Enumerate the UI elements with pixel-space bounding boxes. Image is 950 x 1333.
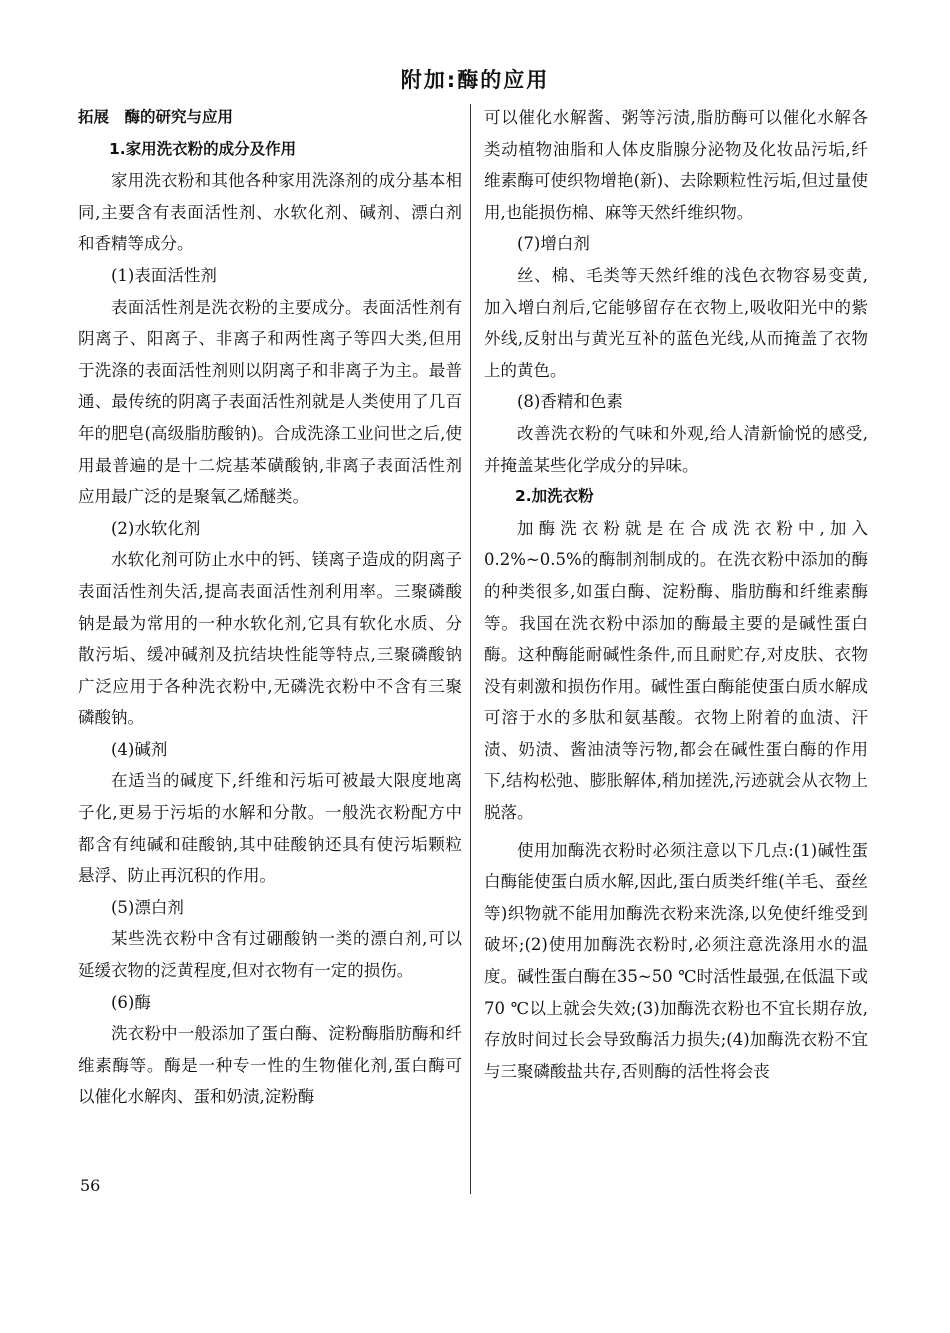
subheading-fragrance: (8)香精和色素 bbox=[517, 392, 623, 412]
subheading-enzyme: (6)酶 bbox=[111, 992, 151, 1012]
left-column bbox=[78, 102, 462, 1113]
topic-heading: 拓展 酶的研究与应用 bbox=[78, 108, 234, 126]
section-heading-1: 1.家用洗衣粉的成分及作用 bbox=[109, 139, 297, 158]
paragraph-intro: 家用洗衣粉和其他各种家用洗涤剂的成分基本相同,主要含有表面活性剂、水软化剂、碱剂、漂白剂和香精等成分。 bbox=[78, 171, 462, 254]
subheading-bleach: (5)漂白剂 bbox=[111, 897, 184, 917]
paragraph-alkali: 在适当的碱度下,纤维和污垢可被最大限度地离子化,更易于污垢的水解和分散。一般洗衣粉配方中都含有纯碱和硅酸钠,其中硅酸钠还具有使污垢颗粒悬浮、防止再沉积的作用。 bbox=[78, 771, 462, 886]
right-column bbox=[484, 102, 868, 1087]
paragraph-surfactant: 表面活性剂是洗衣粉的主要成分。表面活性剂有阴离子、阳离子、非离子和两性离子等四大类,但用于洗涤的表面活性剂则以阴离子和非离子为主。最普通、最传统的阴离子表面活性剂就是人类使用了几百年的肥皂(高级脂肪酸钠)。合成洗涤工业问世之后,使用最普遍的是十二烷基苯磺酸钠,非离子表面活性剂应用最广泛的是聚氧乙烯醚类。 bbox=[78, 297, 462, 507]
paragraph-enzyme-continued: 可以催化水解酱、粥等污渍,脂肪酶可以催化水解各类动植物油脂和人体皮脂腺分泌物及化妆品污垢,纤维素酶可使织物增艳(新)、去除颗粒性污垢,但过量使用,也能损伤棉、麻等天然纤维织物。 bbox=[484, 108, 868, 222]
paragraph-usage-notes: 使用加酶洗衣粉时必须注意以下几点:(1)碱性蛋白酶能使蛋白质水解,因此,蛋白质类纤维(羊毛、蚕丝等)织物就不能用加酶洗衣粉来洗涤,以免使纤维受到破坏;(2)使用加酶洗衣粉时,必须注意洗涤用水的温度。碱性蛋白酶在35~50 ℃时活性最强,在低温下或70 ℃以上就会失效;(3)加酶洗衣粉也不宜长期存放,存放时间过长会导致酶活力损失;(4)加酶洗衣粉不宜与三聚磷酸盐共存,否则酶的活性将会丧 bbox=[484, 840, 868, 1081]
paragraph-enzyme: 洗衣粉中一般添加了蛋白酶、淀粉酶脂肪酶和纤维素酶等。酶是一种专一性的生物催化剂,蛋白酶可以催化水解肉、蛋和奶渍,淀粉酶 bbox=[78, 1024, 462, 1107]
paragraph-bleach: 某些洗衣粉中含有过硼酸钠一类的漂白剂,可以延缓衣物的泛黄程度,但对衣物有一定的损伤。 bbox=[78, 929, 462, 981]
subheading-surfactant: (1)表面活性剂 bbox=[111, 265, 217, 285]
paragraph-fragrance: 改善洗衣粉的气味和外观,给人清新愉悦的感受,并掩盖某些化学成分的异味。 bbox=[484, 423, 868, 475]
paragraph-enzyme-detergent: 加酶洗衣粉就是在合成洗衣粉中,加入0.2%~0.5%的酶制剂制成的。在洗衣粉中添加的酶的种类很多,如蛋白酶、淀粉酶、脂肪酶和纤维素酶等。我国在洗衣粉中添加的酶最主要的是碱性蛋白酶。这种酶能耐碱性条件,而且耐贮存,对皮肤、衣物没有刺激和损伤作用。碱性蛋白酶能使蛋白质水解成可溶于水的多肽和氨基酸。衣物上附着的血渍、汗渍、奶渍、酱油渍等污物,都会在碱性蛋白酶的作用下,结构松弛、膨胀解体,稍加搓洗,污迹就会从衣物上脱落。 bbox=[484, 518, 868, 823]
paragraph-water-softener: 水软化剂可防止水中的钙、镁离子造成的阴离子表面活性剂失活,提高表面活性剂利用率。三聚磷酸钠是最为常用的一种水软化剂,它具有软化水质、分散污垢、缓冲碱剂及抗结块性能等特点,三聚磷酸钠广泛应用于各种洗衣粉中,无磷洗衣粉中不含有三聚磷酸钠。 bbox=[78, 550, 462, 728]
paragraph-brightener: 丝、棉、毛类等天然纤维的浅色衣物容易变黄,加入增白剂后,它能够留存在衣物上,吸收阳光中的紫外线,反射出与黄光互补的蓝色光线,从而掩盖了衣物上的黄色。 bbox=[484, 265, 868, 380]
page-number: 56 bbox=[80, 1176, 101, 1195]
column-divider bbox=[470, 104, 471, 1194]
subheading-brightener: (7)增白剂 bbox=[517, 234, 590, 254]
page-title: 附加:酶的应用 bbox=[400, 68, 550, 92]
section-heading-2: 2.加洗衣粉 bbox=[515, 487, 594, 506]
subheading-water-softener: (2)水软化剂 bbox=[111, 518, 201, 538]
subheading-alkali: (4)碱剂 bbox=[111, 739, 168, 759]
